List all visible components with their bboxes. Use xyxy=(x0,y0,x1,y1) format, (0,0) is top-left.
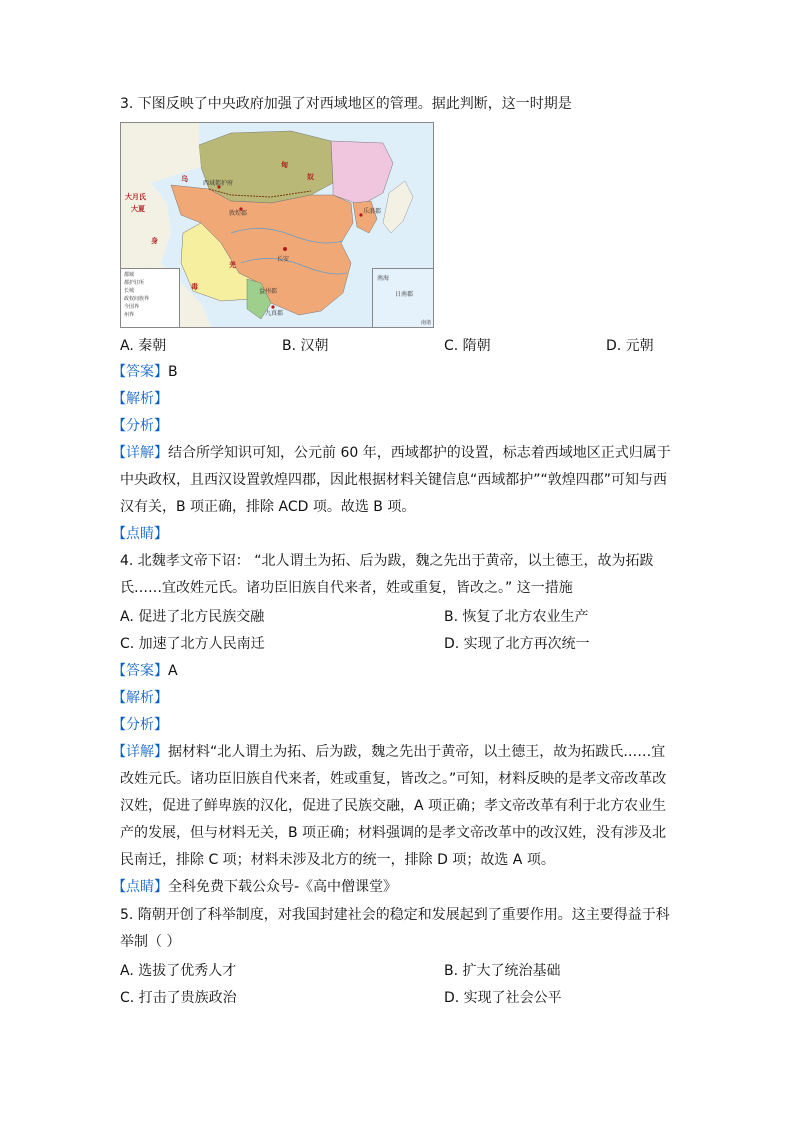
q5-option-c: C. 打击了贵族政治 xyxy=(120,990,237,1006)
map-label-daxia: 大夏 xyxy=(131,205,145,213)
detail-text: 据材料“北人谓土为拓、后为跋，魏之先出于黄帝，以土德王，故为拓跋氏……宜 xyxy=(168,744,666,760)
q4-option-a: A. 促进了北方民族交融 xyxy=(120,609,265,625)
q3-dianjing: 【点睛】 xyxy=(112,526,168,542)
q3-option-a: A. 秦朝 xyxy=(120,338,167,354)
q3-fenxi: 【分析】 xyxy=(112,418,168,434)
han-dynasty-map xyxy=(120,122,434,328)
q3-jiexi: 【解析】 xyxy=(112,391,168,407)
map-label-dunhuang: 敦煌郡 xyxy=(229,210,248,217)
map-inset-nanhai xyxy=(372,268,433,327)
q4-jiexi: 【解析】 xyxy=(112,690,168,706)
q4-fenxi: 【分析】 xyxy=(112,717,168,733)
q4-detail-line-1 xyxy=(112,742,665,762)
q4-detail-line-4: 产的发展，但与材料无关，B 项正确；材料强调的是孝文帝改革中的改汉姓，没有涉及北 xyxy=(120,825,667,841)
answer-tag: 【答案】 xyxy=(112,364,168,380)
q4-option-c: C. 加速了北方人民南迁 xyxy=(120,636,265,652)
q3-answer xyxy=(112,362,178,382)
detail-tag: 【详解】 xyxy=(112,744,168,760)
legend-item: 州界 xyxy=(124,312,135,318)
q3-detail-line-2: 中央政权，且西汉设置敦煌四郡，因此根据材料关键信息“西域都护”“敦煌四郡”可知与西 xyxy=(120,472,668,488)
map-label-jiuzhen: 九真郡 xyxy=(265,310,284,317)
q3-option-d: D. 元朝 xyxy=(606,338,654,354)
legend-item: 政权间族界 xyxy=(124,296,150,302)
map-label-changan: 长安 xyxy=(277,256,290,263)
q5-option-b: B. 扩大了统治基础 xyxy=(444,963,561,979)
map-label-yizhou: 益州郡 xyxy=(259,288,278,295)
q4-detail-line-2: 改姓元氏。诸功臣旧族自代来者，姓或重复，皆改之。”可知，材料反映的是孝文帝改革改 xyxy=(120,771,667,787)
q3-detail-line-1 xyxy=(112,443,671,463)
detail-text: 结合所学知识可知，公元前 60 年，西域都护的设置，标志着西域地区正式归属于 xyxy=(168,445,671,461)
q3-option-b: B. 汉朝 xyxy=(282,338,329,354)
legend-item: 都城 xyxy=(124,272,135,278)
map-label-qiang: 羌 xyxy=(229,261,236,269)
inset-rinan: 日南郡 xyxy=(395,291,414,298)
q5-stem-line-2: 举制（ ） xyxy=(120,934,181,950)
q5-option-d: D. 实现了社会公平 xyxy=(444,990,562,1006)
map-label-xiong: 匈 xyxy=(281,161,288,169)
q3-option-c: C. 隋朝 xyxy=(444,338,491,354)
answer-value: B xyxy=(168,364,178,380)
inset-title: 南海 xyxy=(377,275,390,282)
q5-option-a: A. 选拔了优秀人才 xyxy=(120,963,237,979)
q4-option-b: B. 恢复了北方农业生产 xyxy=(444,609,589,625)
q4-option-d: D. 实现了北方再次统一 xyxy=(444,636,590,652)
answer-value: A xyxy=(168,663,178,679)
detail-tag: 【详解】 xyxy=(112,445,168,461)
legend-item: 今国界 xyxy=(124,304,140,310)
map-label-dayuezhi: 大月氏 xyxy=(125,193,146,201)
dianjing-tag: 【点睛】 xyxy=(112,879,168,895)
legend-item: 都护驻所 xyxy=(124,280,145,286)
q5-stem-line-1: 5. 隋朝开创了科举制度，对我国封建社会的稳定和发展起到了重要作用。这主要得益于科 xyxy=(120,907,670,923)
q4-stem-line-1: 4. 北魏孝文帝下诏： “北人谓土为拓、后为跋，魏之先出于黄帝，以土德王，故为拓跋 xyxy=(120,553,654,569)
map-legend xyxy=(121,268,180,327)
q4-detail-line-5: 民南迁，排除 C 项；材料未涉及北方的统一，排除 D 项；故选 A 项。 xyxy=(120,852,555,868)
answer-tag: 【答案】 xyxy=(112,663,168,679)
q3-stem: 3. 下图反映了中央政府加强了对西域地区的管理。据此判断，这一时期是 xyxy=(120,96,572,112)
inset-nanzhu: 南诸 xyxy=(420,320,431,326)
q3-detail-line-3: 汉有关，B 项正确，排除 ACD 项。故选 B 项。 xyxy=(120,499,416,515)
q4-stem-line-2: 氏……宜改姓元氏。诸功臣旧族自代来者，姓或重复，皆改之。” 这一措施 xyxy=(120,580,573,596)
map-label-wu: 乌 xyxy=(181,175,188,183)
map-label-nu: 奴 xyxy=(307,173,314,181)
q4-dianjing xyxy=(112,877,397,897)
map-label-du: 毒 xyxy=(191,283,198,291)
map-label-xiyu: 西域都护府 xyxy=(203,180,234,187)
legend-item: 长城 xyxy=(124,288,135,294)
dianjing-text: 全科免费下载公众号-《高中僧课堂》 xyxy=(168,879,398,895)
map-label-lelang: 乐浪郡 xyxy=(363,208,382,215)
q4-detail-line-3: 汉姓，促进了鲜卑族的汉化，促进了民族交融，A 项正确；孝文帝改革有利于北方农业生 xyxy=(120,798,667,814)
q4-answer xyxy=(112,661,178,681)
map-label-shen: 身 xyxy=(151,237,158,245)
